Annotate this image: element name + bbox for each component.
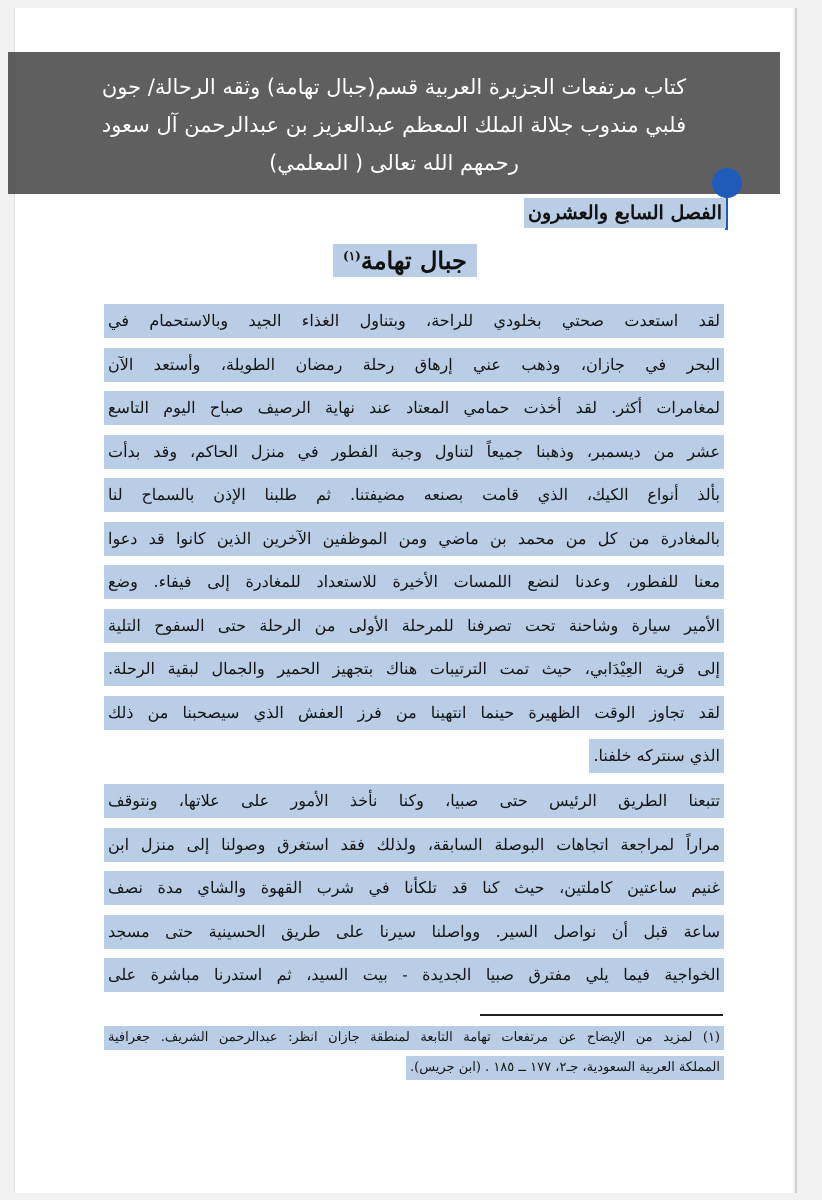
caption-overlay bbox=[8, 52, 780, 194]
text-line: لقد استعدت صحتي بخلودي للراحة، وبتناول الغذاء الجيد وبالاستحمام في bbox=[104, 304, 724, 338]
footnote-line: المملكة العربية السعودية، جـ٢، ١٧٧ ــ ١٨٥ . (ابن جريس). bbox=[406, 1056, 724, 1080]
text-line: البحر في جازان، وذهب عني إرهاق رحلة رمضان الطويلة، وأستعد الآن bbox=[104, 348, 724, 382]
text-line: بالمغادرة من كل من محمد بن ماضي ومن الموظفين الآخرين الذين كانوا قد دعوا bbox=[104, 522, 724, 556]
caption-line-1: كتاب مرتفعات الجزيرة العربية قسم(جبال تهامة) وثقه الرحالة/ جون bbox=[101, 75, 687, 99]
paragraph-2[interactable] bbox=[104, 784, 724, 1002]
selection-handle-icon[interactable] bbox=[712, 168, 742, 198]
text-line: مراراً لمراجعة اتجاهات البوصلة السابقة، ولذلك فقد استغرق وصولنا إلى منزل ابن bbox=[104, 828, 724, 862]
section-title-text: جبال تهامة bbox=[360, 246, 467, 275]
text-line: الأمير سيارة وشاحنة تحت تصرفنا للمرحلة الأولى من الرحلة حتى السفوح التلية bbox=[104, 609, 724, 643]
text-line: ساعة قبل أن نواصل السير. وواصلنا سيرنا على طريق الحسينية حتى مسجد bbox=[104, 915, 724, 949]
page-edge bbox=[795, 8, 797, 1193]
text-line: الذي سنتركه خلفنا. bbox=[589, 739, 724, 773]
text-line: عشر من ديسمبر، وذهبنا جميعاً لتناول وجبة الفطور في منزل الحاكم، وقد بدأت bbox=[104, 435, 724, 469]
title-footnote-mark: (١) bbox=[343, 249, 361, 263]
footnote-line: (١) لمزيد من الإيضاح عن مرتفعات تهامة التابعة لمنطقة جازان انظر: عبدالرحمن الشريف. جغرافية bbox=[104, 1026, 724, 1050]
text-line: الخواجية فيما يلي مفترق صبيا الجديدة - بيت السيد، ثم استدرنا مباشرة على bbox=[104, 958, 724, 992]
section-title[interactable] bbox=[333, 244, 477, 277]
text-line: معنا للفطور، وعدنا لنضع اللمسات الأخيرة للاستعداد للمغادرة إلى فيفاء. وضع bbox=[104, 565, 724, 599]
text-line: بألذ أنواع الكيك، الذي قامت بصنعه مضيفتنا. ثم طلبنا الإذن بالسماح لنا bbox=[104, 478, 724, 512]
caption-line-3: رحمهم الله تعالى ( المعلمي) bbox=[269, 151, 519, 175]
footnote-divider bbox=[480, 1014, 723, 1016]
caption-line-2: فلبي مندوب جلالة الملك المعظم عبدالعزيز بن عبدالرحمن آل سعود bbox=[101, 113, 687, 137]
text-line: تتبعنا الطريق الرئيس حتى صبيا، وكنا نأخذ الأمور على علاتها، ونتوقف bbox=[104, 784, 724, 818]
text-line: لمغامرات أكثر. لقد أخذت حمامي المعتاد عند نهاية الرصيف صباح اليوم التاسع bbox=[104, 391, 724, 425]
paragraph-1[interactable] bbox=[104, 304, 724, 787]
text-line: إلى قرية العِيْدَابي، حيث تمت الترتيبات هناك بتجهيز الحمير والجمال لبقية الرحلة. bbox=[104, 652, 724, 686]
text-line: لقد تجاوز الوقت الظهيرة حينما انتهينا من فرز العفش الذي سيصحبنا من ذلك bbox=[104, 696, 724, 730]
chapter-heading[interactable]: الفصل السابع والعشرون bbox=[524, 198, 726, 228]
text-line: غنيم ساعتين كاملتين، حيث كنا قد تلكأنا في شرب القهوة والشاي مدة نصف bbox=[104, 871, 724, 905]
footnote[interactable] bbox=[104, 1026, 724, 1090]
